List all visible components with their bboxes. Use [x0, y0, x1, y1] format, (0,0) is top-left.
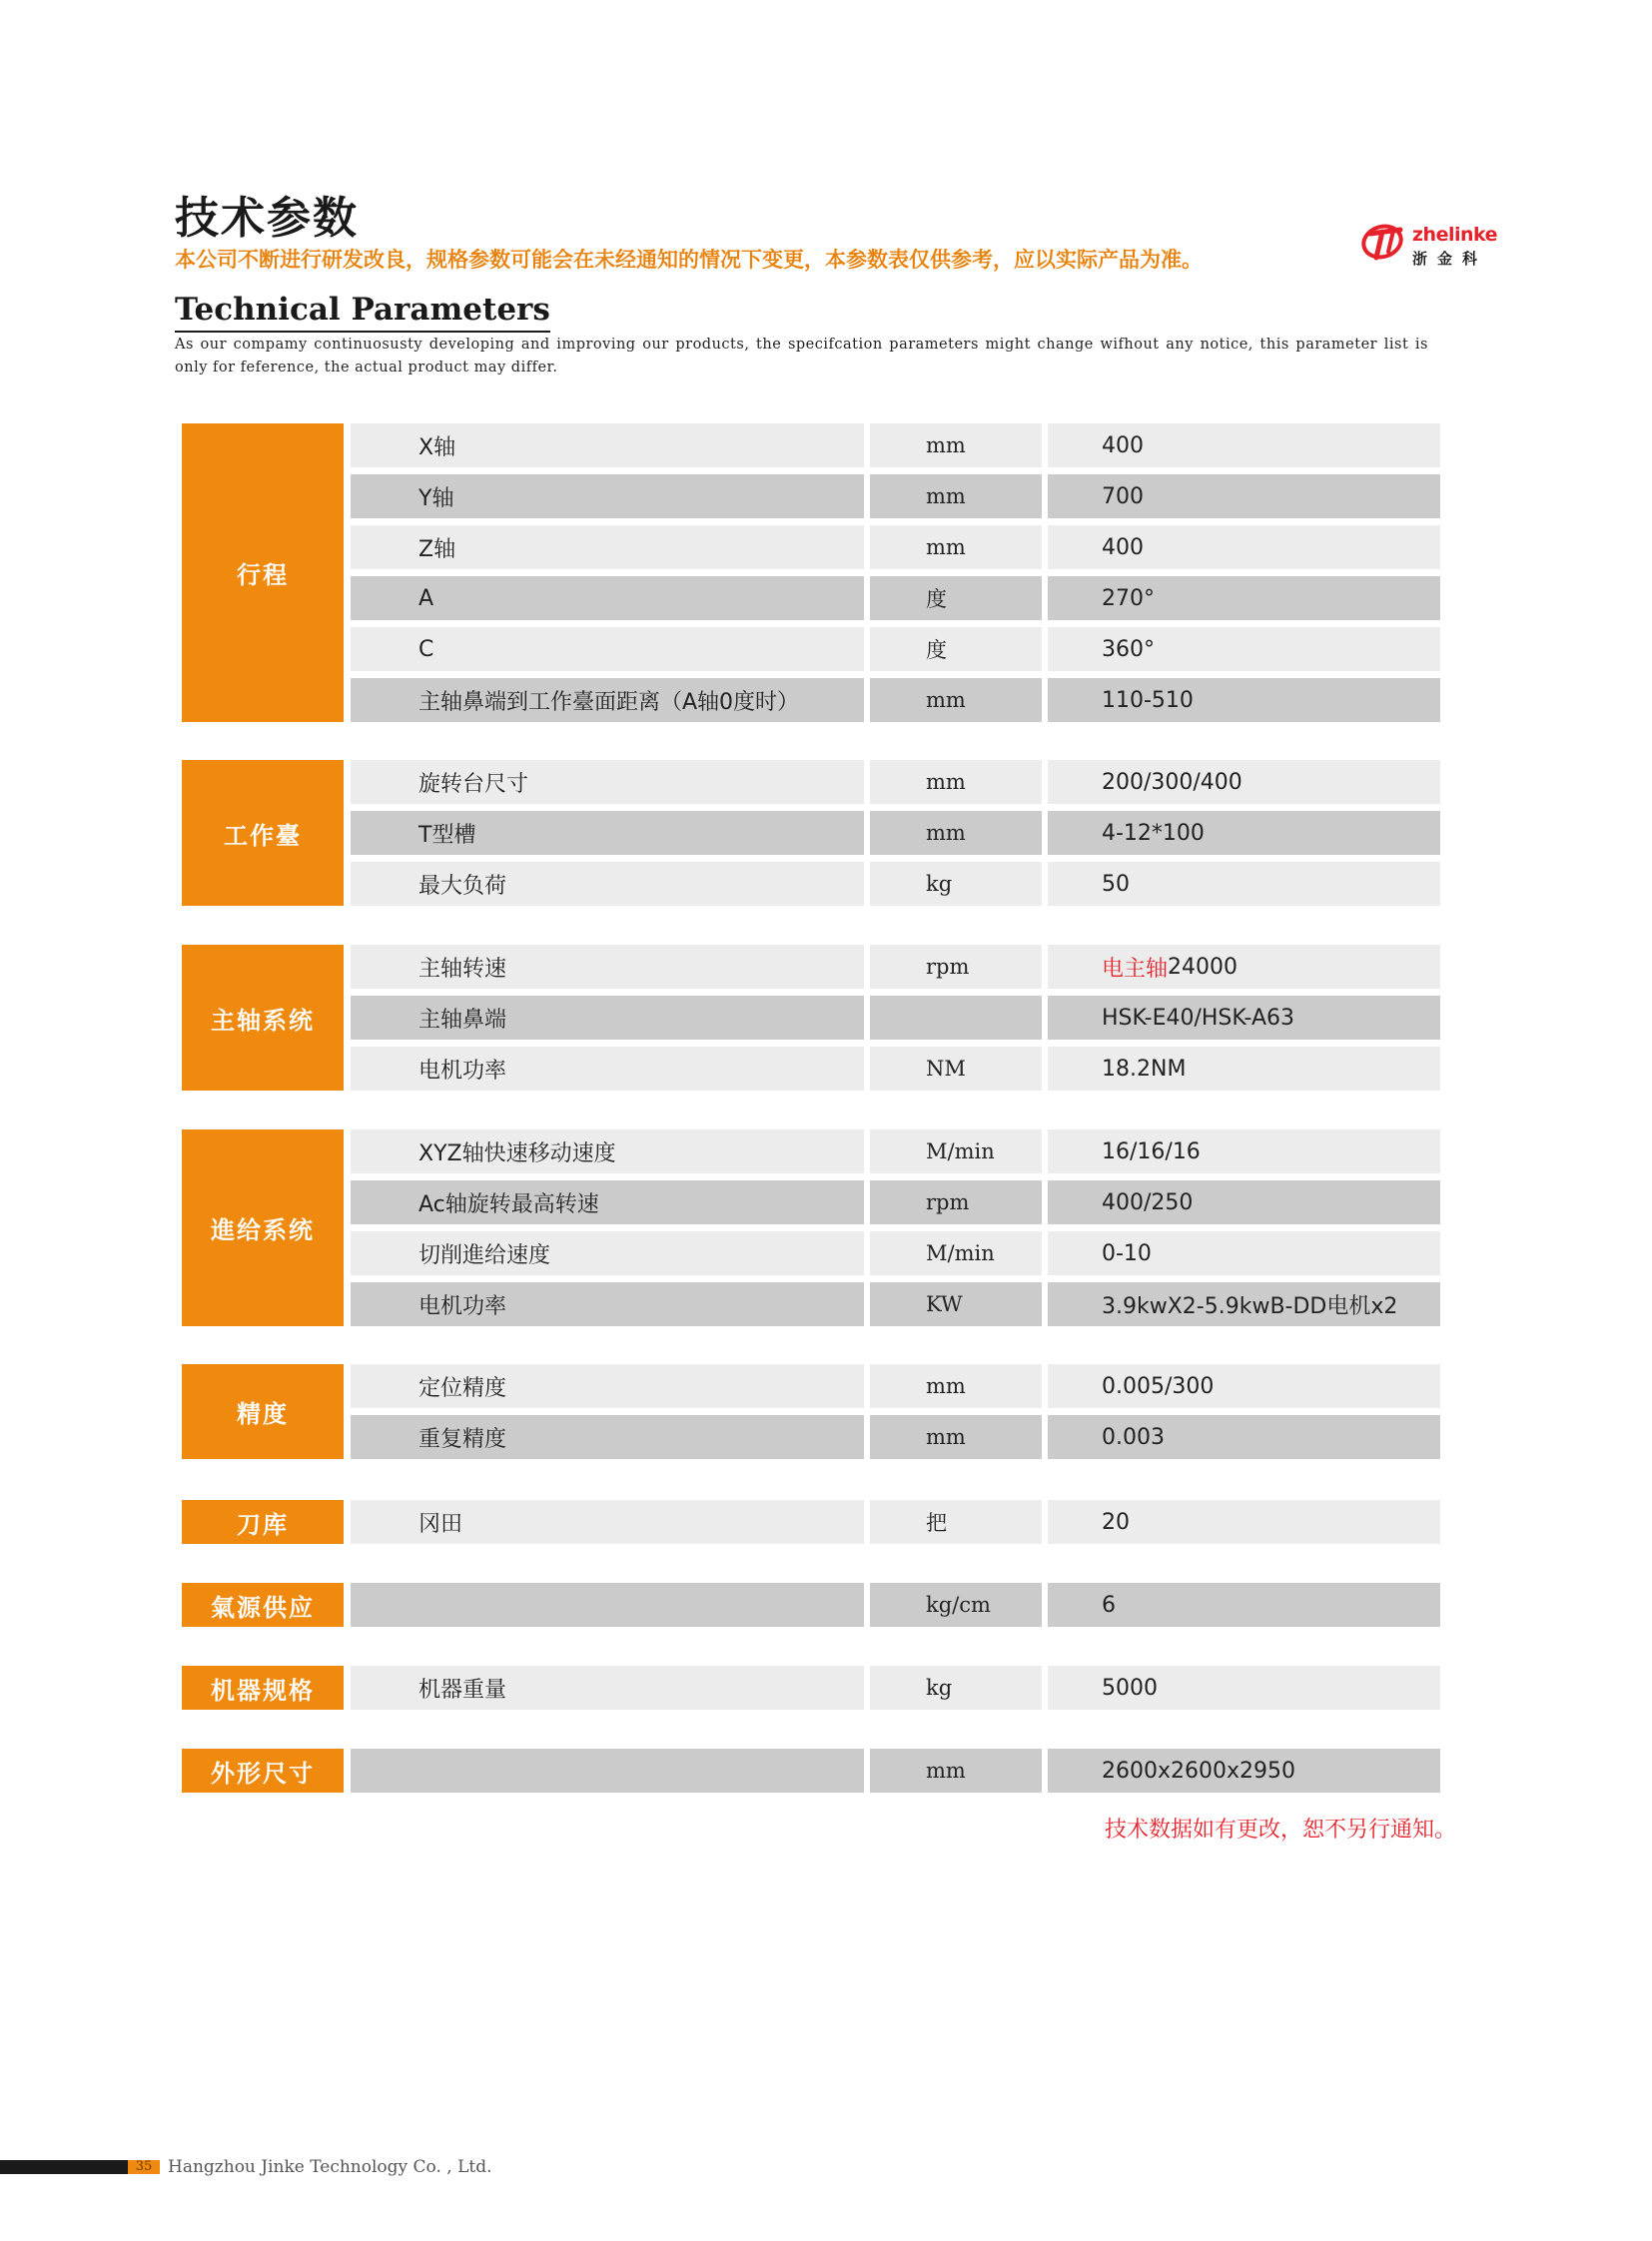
param-name-cell: XYZ轴快速移动速度: [351, 1129, 864, 1173]
table-row: [182, 1666, 1440, 1710]
table-row: [182, 811, 1440, 855]
table-row: [182, 945, 1440, 989]
disclaimer-note: 技术数据如有更改，恕不另行通知。: [1104, 1818, 1456, 1843]
param-value: 110-510: [1102, 687, 1194, 713]
footer-bar: [0, 2160, 128, 2174]
param-value: 0-10: [1102, 1240, 1152, 1266]
param-unit-cell: 度: [870, 627, 1042, 671]
param-value: 6: [1102, 1592, 1116, 1618]
param-value-cell: [1048, 862, 1440, 906]
param-unit-cell: kg: [870, 1666, 1042, 1710]
param-unit-cell: NM: [870, 1047, 1042, 1091]
section-category-label: 主轴系统: [182, 945, 344, 1091]
param-name-cell: T型槽: [351, 811, 864, 855]
param-name-cell: 旋转台尺寸: [351, 760, 864, 804]
param-section: [182, 945, 1440, 1091]
param-unit-cell: mm: [870, 760, 1042, 804]
table-row: [182, 627, 1440, 671]
param-value: 400/250: [1102, 1189, 1194, 1215]
param-value-cell: [1048, 996, 1440, 1040]
logo-brand-cn: 浙金科: [1412, 250, 1488, 268]
table-row: [182, 1500, 1440, 1544]
table-row: [182, 423, 1440, 467]
table-row: [182, 760, 1440, 804]
param-value-cell: [1048, 811, 1440, 855]
param-unit-cell: mm: [870, 1364, 1042, 1408]
param-unit-cell: kg: [870, 862, 1042, 906]
param-unit-cell: mm: [870, 1749, 1042, 1793]
table-row: [182, 576, 1440, 620]
param-unit-cell: rpm: [870, 945, 1042, 989]
param-unit-cell: KW: [870, 1282, 1042, 1326]
param-name-cell: [351, 1749, 864, 1793]
param-name-cell: Z轴: [351, 525, 864, 569]
param-unit-cell: rpm: [870, 1180, 1042, 1224]
table-row: [182, 1129, 1440, 1173]
param-section: [182, 423, 1440, 722]
param-value-cell: [1048, 1282, 1440, 1326]
param-value: 18.2NM: [1102, 1056, 1187, 1082]
param-name-cell: 机器重量: [351, 1666, 864, 1710]
param-name-cell: Y轴: [351, 474, 864, 518]
section-category-label: 外形尺寸: [182, 1749, 344, 1793]
table-row: [182, 1749, 1440, 1793]
table-row: [182, 1282, 1440, 1326]
param-name-cell: 重复精度: [351, 1415, 864, 1459]
param-section: [182, 1583, 1440, 1627]
section-category-label: 氣源供应: [182, 1583, 344, 1627]
param-value-cell: [1048, 576, 1440, 620]
param-name-cell: 冈田: [351, 1500, 864, 1544]
footer-company: Hangzhou Jinke Technology Co. , Ltd.: [168, 2157, 492, 2177]
section-category-label: 行程: [182, 423, 344, 722]
param-value-cell: [1048, 627, 1440, 671]
section-category-label: 刀库: [182, 1500, 344, 1544]
param-name-cell: 主轴鼻端: [351, 996, 864, 1040]
param-name-cell: X轴: [351, 423, 864, 467]
page-description-en: As our compamy continuosusty developing and improving our products, the specifcation parameters might change wifhout any notice, this parameter list is only for feference, the actual product may differ.: [175, 337, 1428, 375]
param-value: 16/16/16: [1102, 1138, 1201, 1164]
param-name-cell: 电机功率: [351, 1282, 864, 1326]
table-row: [182, 1231, 1440, 1275]
page-title-en: Technical Parameters: [175, 292, 550, 333]
param-section: [182, 1749, 1440, 1793]
table-row: [182, 1180, 1440, 1224]
param-unit-cell: M/min: [870, 1231, 1042, 1275]
param-value: 4-12*100: [1102, 820, 1205, 846]
param-value: 0.005/300: [1102, 1373, 1215, 1399]
page-title-cn: 技术参数: [175, 193, 359, 244]
table-row: [182, 1047, 1440, 1091]
table-row: [182, 862, 1440, 906]
param-unit-cell: kg/cm: [870, 1583, 1042, 1627]
param-value-cell: [1048, 1231, 1440, 1275]
page-number: 35: [135, 2159, 153, 2174]
section-category-label: 机器规格: [182, 1666, 344, 1710]
param-section: [182, 1364, 1440, 1459]
table-row: [182, 474, 1440, 518]
param-value-cell: [1048, 1749, 1440, 1793]
parameter-table: [182, 0, 1440, 2241]
param-value: 20: [1102, 1509, 1130, 1535]
param-unit-cell: 度: [870, 576, 1042, 620]
param-value-prefix: 电主轴: [1102, 956, 1169, 982]
param-value-cell: [1048, 945, 1440, 989]
param-name-cell: A: [351, 576, 864, 620]
param-value-cell: [1048, 1415, 1440, 1459]
param-name-cell: [351, 1583, 864, 1627]
section-category-label: 工作臺: [182, 760, 344, 906]
table-row: [182, 525, 1440, 569]
page-footer: [0, 2158, 699, 2178]
table-row: [182, 1583, 1440, 1627]
param-name-cell: 定位精度: [351, 1364, 864, 1408]
param-unit-cell: mm: [870, 423, 1042, 467]
table-row: [182, 678, 1440, 722]
param-name-cell: 最大负荷: [351, 862, 864, 906]
param-value: 400: [1102, 534, 1144, 560]
param-unit-cell: mm: [870, 1415, 1042, 1459]
param-unit-cell: mm: [870, 474, 1042, 518]
param-section: [182, 760, 1440, 906]
param-value: 24000: [1168, 954, 1239, 980]
param-name-cell: Ac轴旋转最高转速: [351, 1180, 864, 1224]
param-value-cell: [1048, 1583, 1440, 1627]
section-category-label: 進给系统: [182, 1129, 344, 1326]
param-unit-cell: mm: [870, 678, 1042, 722]
param-section: [182, 1129, 1440, 1326]
param-value: 360°: [1102, 636, 1155, 662]
param-value: 270°: [1102, 585, 1155, 611]
param-value: 2600x2600x2950: [1102, 1758, 1296, 1784]
param-value-cell: [1048, 423, 1440, 467]
param-unit-cell: mm: [870, 811, 1042, 855]
param-value-cell: [1048, 1500, 1440, 1544]
param-unit-cell: mm: [870, 525, 1042, 569]
param-value-cell: [1048, 1180, 1440, 1224]
param-value: 400: [1102, 432, 1144, 458]
param-value-cell: [1048, 1129, 1440, 1173]
param-value-cell: [1048, 525, 1440, 569]
param-value-cell: [1048, 760, 1440, 804]
param-name-cell: 切削進给速度: [351, 1231, 864, 1275]
param-name-cell: C: [351, 627, 864, 671]
param-value: 700: [1102, 483, 1144, 509]
param-name-cell: 电机功率: [351, 1047, 864, 1091]
param-value: 50: [1102, 871, 1130, 897]
param-value: 3.9kwX2-5.9kwB-DD电机x2: [1102, 1293, 1398, 1319]
table-row: [182, 1415, 1440, 1459]
param-name-cell: 主轴转速: [351, 945, 864, 989]
param-unit-cell: 把: [870, 1500, 1042, 1544]
param-value: HSK-E40/HSK-A63: [1102, 1005, 1294, 1031]
table-row: [182, 1364, 1440, 1408]
param-value: 200/300/400: [1102, 769, 1242, 795]
param-value: 5000: [1102, 1675, 1158, 1701]
param-value-cell: [1048, 1047, 1440, 1091]
page-subtitle-cn: 本公司不断进行研发改良，规格参数可能会在未经通知的情况下变更，本参数表仅供参考，应以实际产品为准。: [175, 247, 1203, 272]
param-section: [182, 1666, 1440, 1710]
logo-brand-en: zhelinke: [1412, 224, 1498, 246]
param-unit-cell: [870, 996, 1042, 1040]
table-row: [182, 996, 1440, 1040]
param-value-cell: [1048, 1364, 1440, 1408]
param-section: [182, 1500, 1440, 1544]
param-value: 0.003: [1102, 1424, 1165, 1450]
param-value-cell: [1048, 474, 1440, 518]
param-value-cell: [1048, 1666, 1440, 1710]
param-unit-cell: M/min: [870, 1129, 1042, 1173]
param-name-cell: 主轴鼻端到工作臺面距离（A轴0度时）: [351, 678, 864, 722]
section-category-label: 精度: [182, 1364, 344, 1459]
param-value-cell: [1048, 678, 1440, 722]
